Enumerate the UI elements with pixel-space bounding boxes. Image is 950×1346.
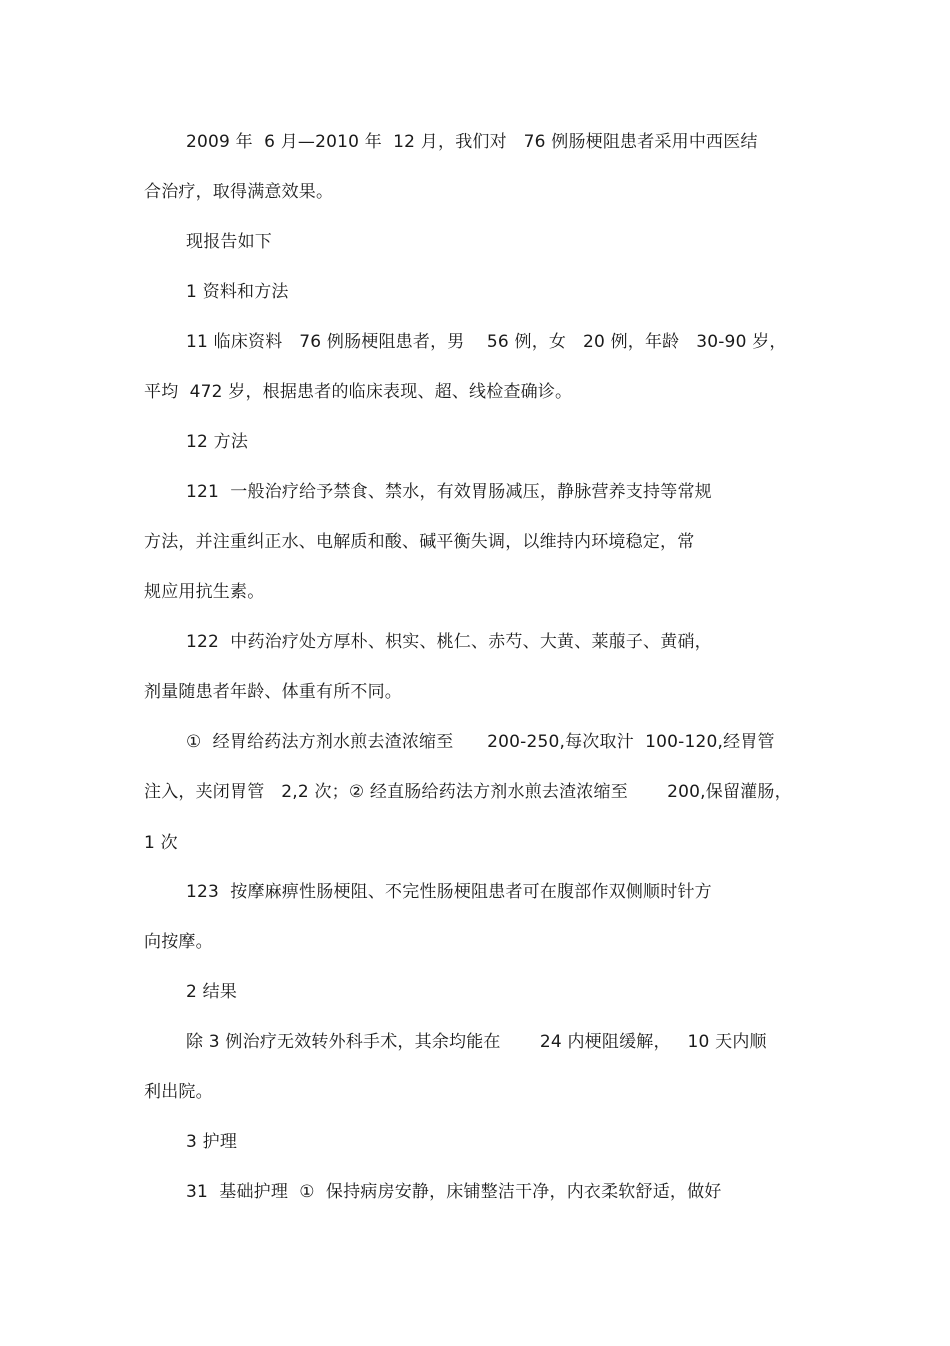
- paragraph-line: 平均 472 岁，根据患者的临床表现、超、线检查确诊。: [144, 382, 573, 402]
- section-line: 现报告如下: [186, 232, 272, 252]
- paragraph-line: 1 次: [144, 833, 178, 853]
- section-heading: 3 护理: [186, 1132, 238, 1152]
- paragraph-line: 合治疗，取得满意效果。: [144, 182, 334, 202]
- paragraph-line: 11 临床资料 76 例肠梗阻患者，男 56 例，女 20 例，年龄 30-90 岁，: [186, 332, 787, 352]
- paragraph-line: 121 一般治疗给予禁食、禁水，有效胃肠减压，静脉营养支持等常规: [186, 482, 712, 502]
- paragraph-line: 122 中药治疗处方厚朴、枳实、桃仁、赤芍、大黄、莱菔子、黄硝，: [186, 632, 712, 652]
- paragraph-line: 向按摩。: [144, 932, 213, 952]
- section-heading: 1 资料和方法: [186, 282, 289, 302]
- paragraph-line: 剂量随患者年龄、体重有所不同。: [144, 682, 402, 702]
- paragraph-line: 除 3 例治疗无效转外科手术，其余均能在 24 内梗阻缓解， 10 天内顺: [186, 1032, 767, 1052]
- paragraph-line: 方法，并注重纠正水、电解质和酸、碱平衡失调，以维持内环境稳定，常: [144, 532, 695, 552]
- section-heading: 12 方法: [186, 432, 249, 452]
- paragraph-line: 123 按摩麻痹性肠梗阻、不完性肠梗阻患者可在腹部作双侧顺时针方: [186, 882, 712, 902]
- paragraph-line: 2009 年 6 月—2010 年 12 月，我们对 76 例肠梗阻患者采用中西医结: [186, 132, 758, 152]
- paragraph-line: 31 基础护理 ① 保持病房安静，床铺整洁干净，内衣柔软舒适，做好: [186, 1182, 722, 1202]
- paragraph-line: 规应用抗生素。: [144, 582, 265, 602]
- section-heading: 2 结果: [186, 982, 238, 1002]
- paragraph-line: ① 经胃给药法方剂水煎去渣浓缩至 200-250,每次取汁 100-120,经胃管: [186, 732, 775, 752]
- paragraph-line: 利出院。: [144, 1082, 213, 1102]
- paragraph-line: 注入，夹闭胃管 2,2 次；② 经直肠给药法方剂水煎去渣浓缩至 200,保留灌肠，: [144, 782, 792, 802]
